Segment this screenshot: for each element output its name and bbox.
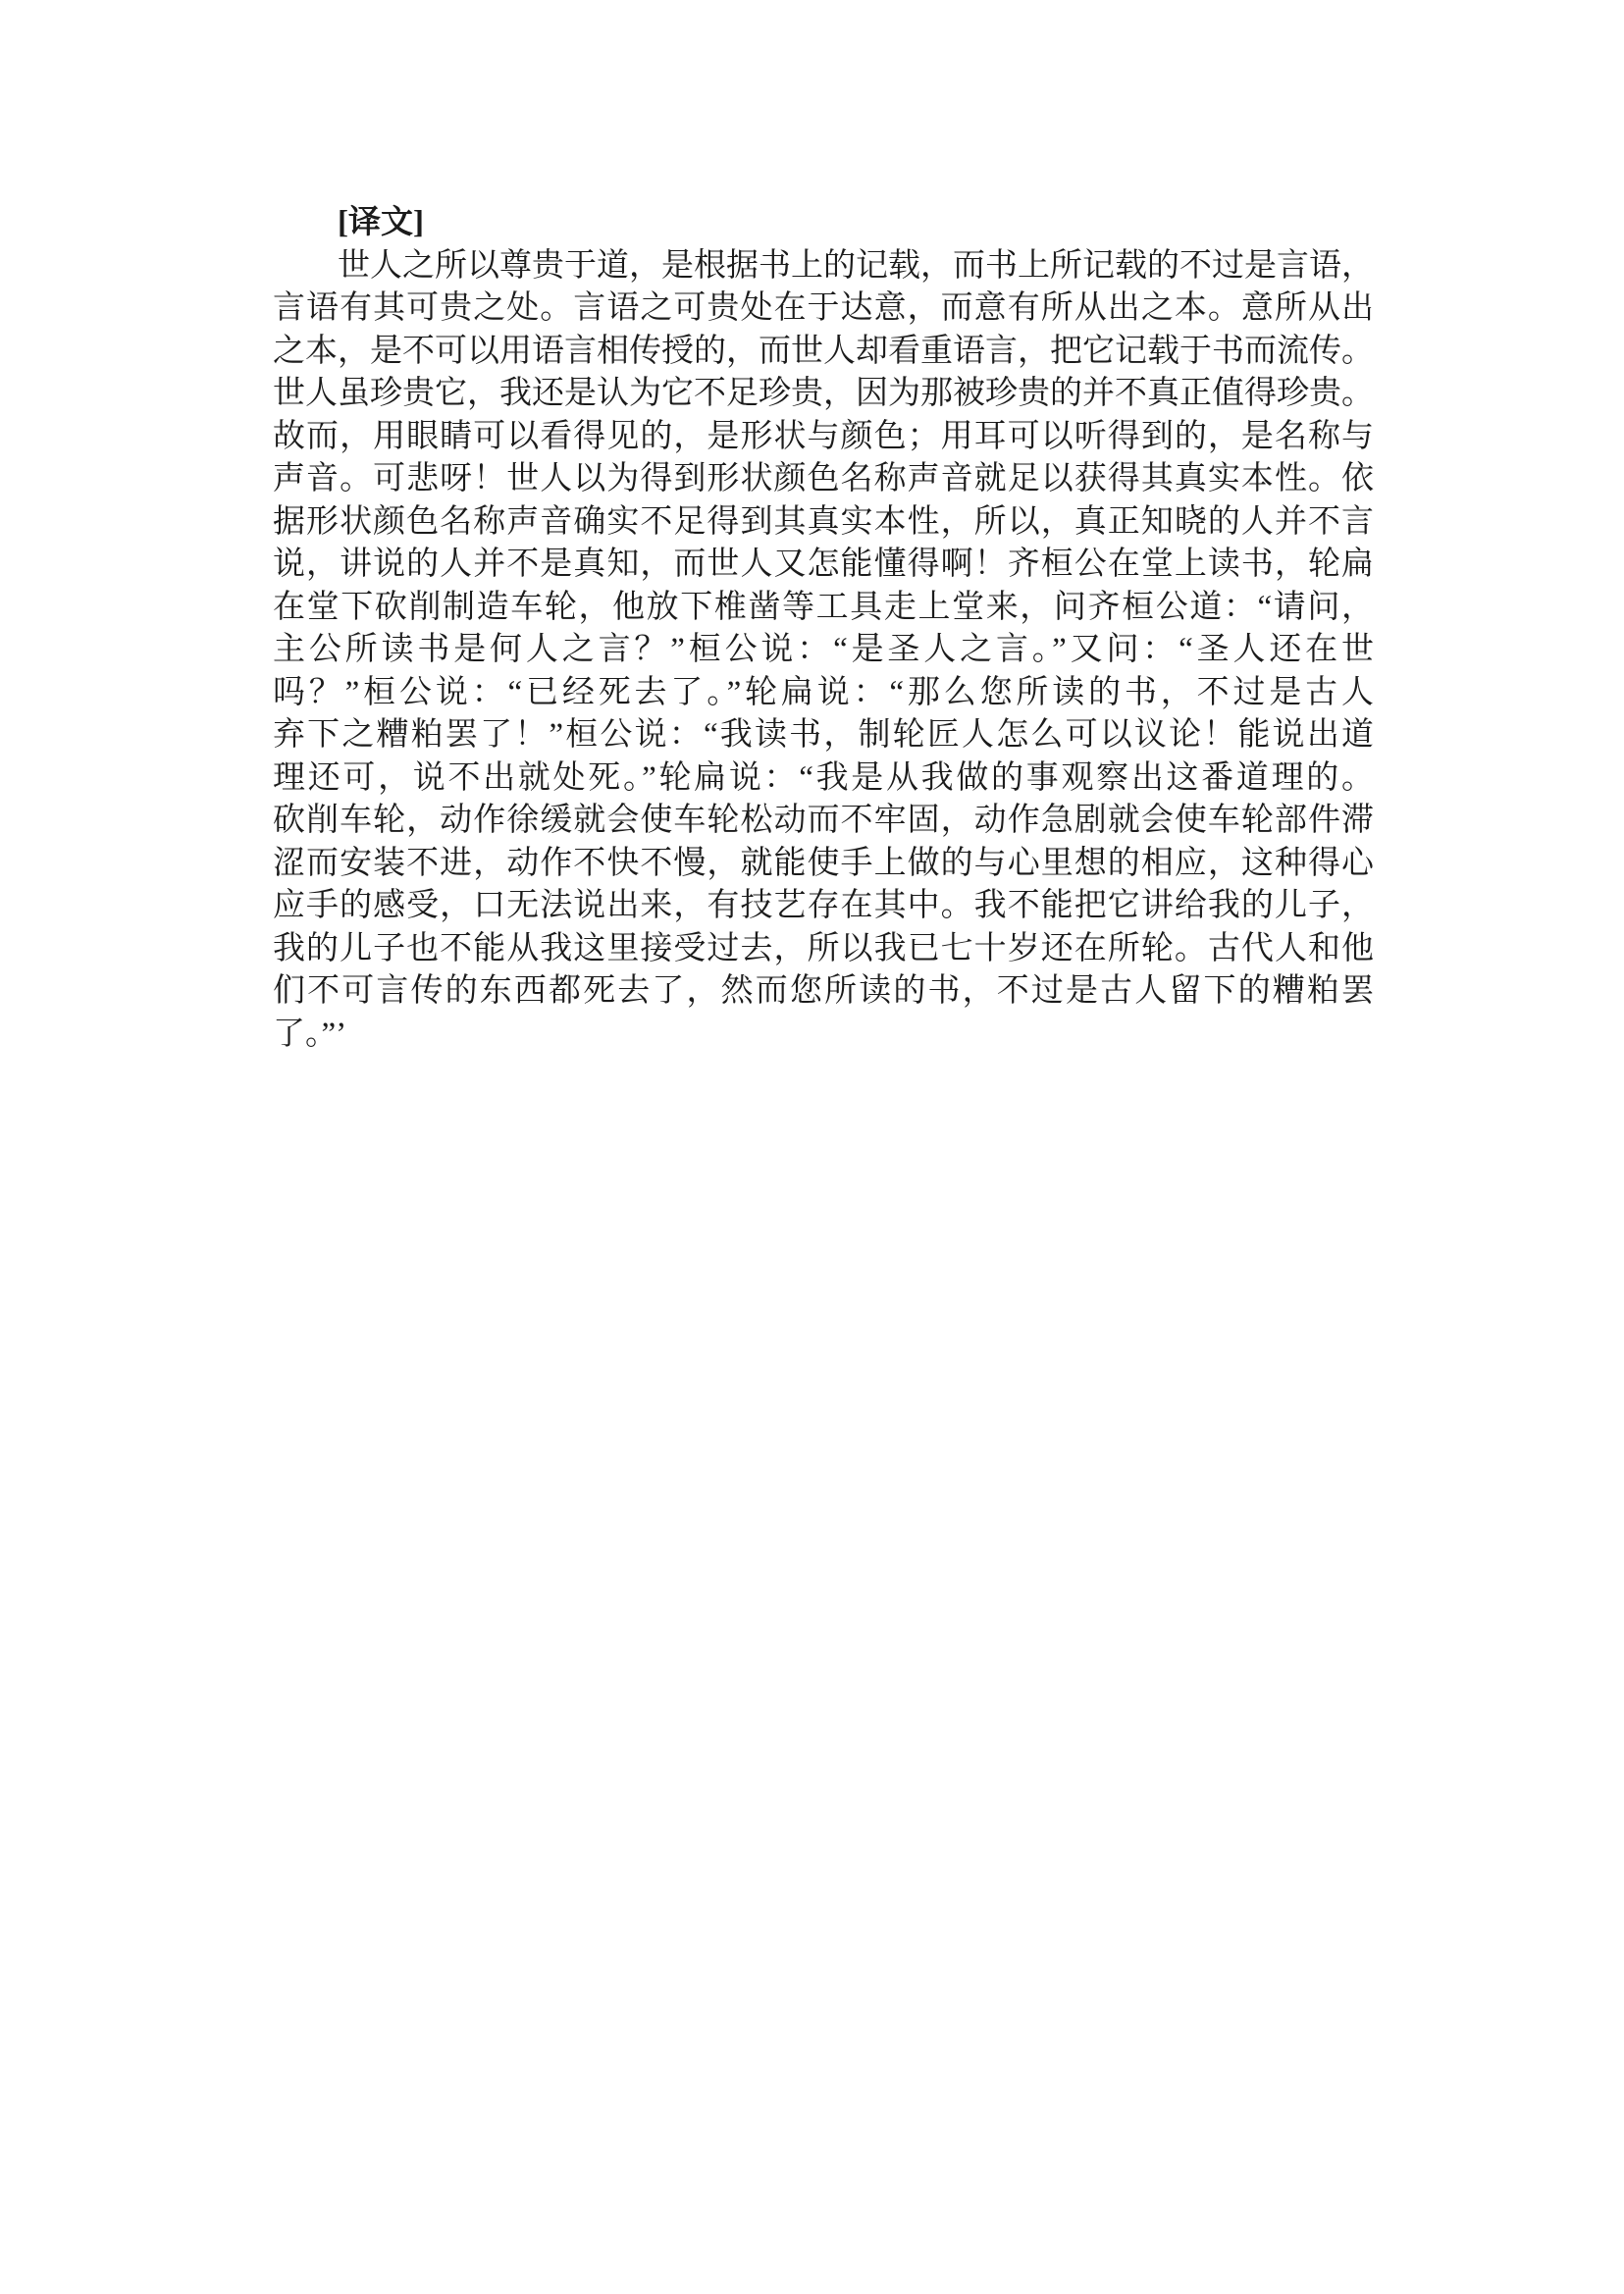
translation-paragraph-line: 之本，是不可以用语言相传授的，而世人却看重语言，把它记载于书而流传。 <box>273 333 1374 369</box>
translation-paragraph-line: 涩而安装不进，动作不快不慢，就能使手上做的与心里想的相应，这种得心 <box>273 845 1374 881</box>
translation-paragraph-line: 声音。可悲呀！世人以为得到形状颜色名称声音就足以获得其真实本性。依 <box>273 461 1374 496</box>
section-label-yiwen: [译文] <box>338 205 424 240</box>
translation-paragraph-line: 主公所读书是何人之言？”桓公说：“是圣人之言。”又问：“圣人还在世 <box>273 632 1374 667</box>
translation-paragraph-line: 世人虽珍贵它，我还是认为它不足珍贵，因为那被珍贵的并不真正值得珍贵。 <box>273 376 1374 411</box>
translation-paragraph-line: 吗？”桓公说：“已经死去了。”轮扁说：“那么您所读的书，不过是古人 <box>273 674 1374 710</box>
translation-paragraph-line: 理还可，说不出就处死。”轮扁说：“我是从我做的事观察出这番道理的。 <box>273 759 1374 796</box>
translation-paragraph-line: 们不可言传的东西都死去了，然而您所读的书，不过是古人留下的糟粕罢 <box>273 973 1374 1009</box>
translation-paragraph <box>273 245 1374 1057</box>
translation-section <box>273 202 1374 1056</box>
translation-paragraph-line: 了。”’ <box>273 1016 347 1052</box>
translation-paragraph-line: 在堂下砍削制造车轮，他放下椎凿等工具走上堂来，问齐桓公道：“请问， <box>273 589 1374 625</box>
translation-paragraph-line: 故而，用眼睛可以看得见的，是形状与颜色；用耳可以听得到的，是名称与 <box>273 418 1374 454</box>
translation-paragraph-line: 应手的感受，口无法说出来，有技艺存在其中。我不能把它讲给我的儿子， <box>273 888 1374 923</box>
translation-paragraph-line: 言语有其可贵之处。言语之可贵处在于达意，而意有所从出之本。意所从出 <box>273 290 1374 326</box>
translation-paragraph-line: 据形状颜色名称声音确实不足得到其真实本性，所以，真正知晓的人并不言 <box>273 503 1374 540</box>
translation-paragraph-line: 说，讲说的人并不是真知，而世人又怎能懂得啊！齐桓公在堂上读书，轮扁 <box>273 547 1374 582</box>
translation-paragraph-line: 我的儿子也不能从我这里接受过去，所以我已七十岁还在所轮。古代人和他 <box>273 930 1374 966</box>
translation-paragraph-line: 世人之所以尊贵于道，是根据书上的记载，而书上所记载的不过是言语， <box>338 247 1374 284</box>
translation-paragraph-line: 弃下之糟粕罢了！”桓公说：“我读书，制轮匠人怎么可以议论！能说出道 <box>273 717 1374 753</box>
translation-paragraph-line: 砍削车轮，动作徐缓就会使车轮松动而不牢固，动作急剧就会使车轮部件滞 <box>273 803 1374 838</box>
